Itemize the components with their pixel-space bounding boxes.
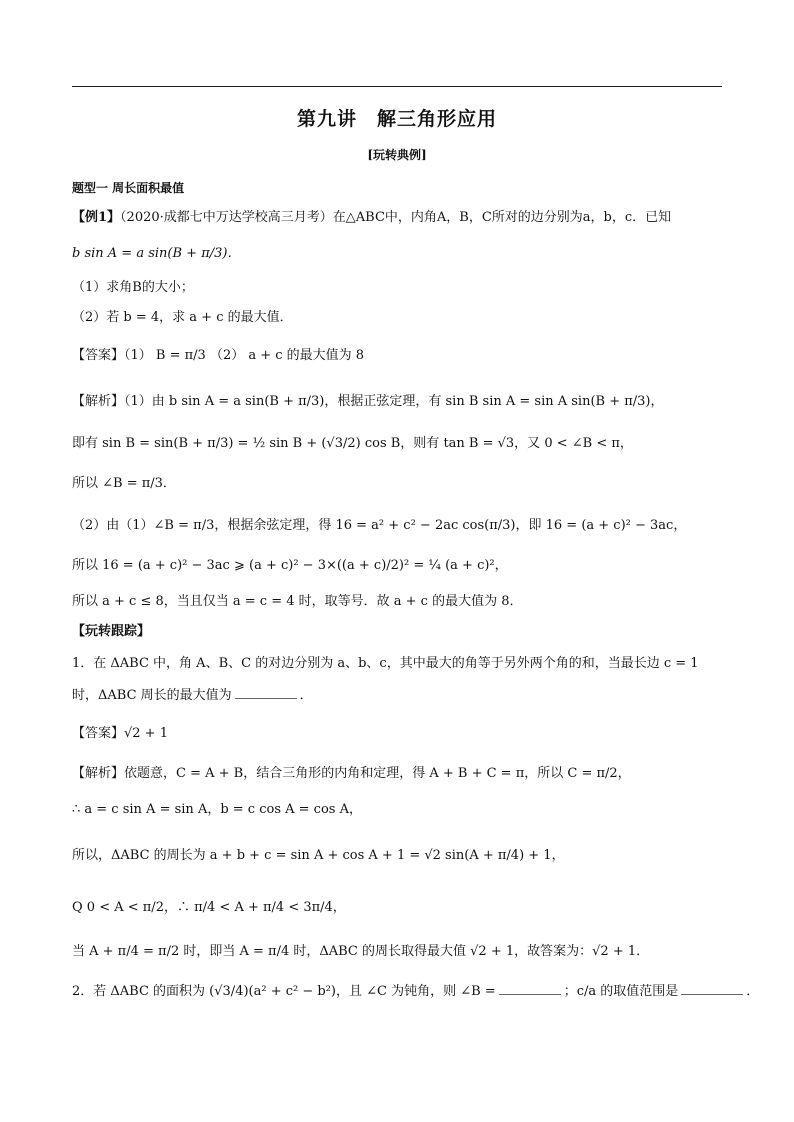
problem1-solution-line2: ∴ a = c sin A = sin A，b = c cos A = cos A，: [72, 802, 362, 817]
problem2-text: 2．若 ΔABC 的面积为 (√3/4)(a² + c² − b²)，且 ∠C 为钝角，则 ∠B =: [72, 984, 496, 999]
answer-blank: [235, 686, 297, 699]
problem1-solution-line3: 所以，ΔABC 的周长为 a + b + c = sin A + cos A + 1 = √2 sin(A + π/4) + 1，: [72, 848, 565, 863]
example1-answer: 【答案】（1） B = π/3 （2） a + c 的最大值为 8: [72, 348, 365, 363]
section-heading: 题型一 周长面积最值: [72, 181, 185, 195]
page-title: 第九讲 解三角形应用: [296, 108, 497, 130]
problem1-end: ．: [299, 688, 313, 703]
answer-blank-2: [681, 982, 743, 995]
problem1-solution-line4: Q 0 < A < π/2，∴ π/4 < A + π/4 < 3π/4，: [72, 900, 346, 915]
problem2-mid: ；c/a 的取值范围是: [563, 984, 679, 999]
problem1-line1: 1．在 ΔABC 中，角 A、B、C 的对边分别为 a、b、c，其中最大的角等于另外两个角的和，当最长边 c = 1: [72, 656, 699, 671]
page-subtitle: [玩转典例]: [367, 148, 427, 162]
example1-question2: （2）若 b = 4，求 a + c 的最大值．: [72, 310, 293, 325]
problem1-line2: [72, 686, 313, 706]
example1-solution-line6: 所以 a + c ≤ 8，当且仅当 a = c = 4 时，取等号．故 a + c 的最大值为 8．: [72, 594, 523, 609]
problem2-end: ．: [746, 984, 760, 999]
example1-intro: [72, 208, 671, 228]
problem1-solution-line1: 【解析】依题意，C = A + B，结合三角形的内角和定理，得 A + B + C = π，所以 C = π/2，: [72, 766, 631, 781]
example1-solution-line5: 所以 16 = (a + c)² − 3ac ⩾ (a + c)² − 3×((a + c)/2)² = ¼ (a + c)²，: [72, 558, 508, 573]
answer-blank-1: [499, 982, 561, 995]
example1-solution-line1: 【解析】（1）由 b sin A = a sin(B + π/3)，根据正弦定理，有 sin B sin A = sin A sin(B + π/3)，: [72, 394, 664, 409]
example1-solution-line2: 即有 sin B = sin(B + π/3) = ½ sin B + (√3/2) cos B，则有 tan B = √3，又 0 < ∠B < π，: [72, 436, 633, 451]
example1-equation: b sin A = a sin(B + π/3)．: [72, 246, 241, 261]
problem1-solution-line5: 当 A + π/4 = π/2 时，即当 A = π/4 时，ΔABC 的周长取得最大值 √2 + 1，故答案为：√2 + 1．: [72, 944, 650, 959]
problem2-line: [72, 982, 759, 1002]
example-tag: 【例1】: [72, 210, 121, 225]
example-intro-text: （2020·成都七中万达学校高三月考）在△ABC中，内角A，B，C所对的边分别为a，b，c．已知: [120, 210, 672, 225]
problem1-text: 时，ΔABC 周长的最大值为: [72, 688, 232, 703]
problem1-answer: 【答案】√2 + 1: [72, 726, 168, 741]
example1-question1: （1）求角B的大小；: [72, 280, 194, 295]
header-rule: [72, 86, 722, 87]
track-heading: 【玩转跟踪】: [72, 624, 151, 639]
example1-solution-line3: 所以 ∠B = π/3．: [72, 476, 176, 491]
example1-solution-line4: （2）由（1）∠B = π/3，根据余弦定理，得 16 = a² + c² − 2ac cos(π/3)，即 16 = (a + c)² − 3ac，: [72, 518, 687, 533]
